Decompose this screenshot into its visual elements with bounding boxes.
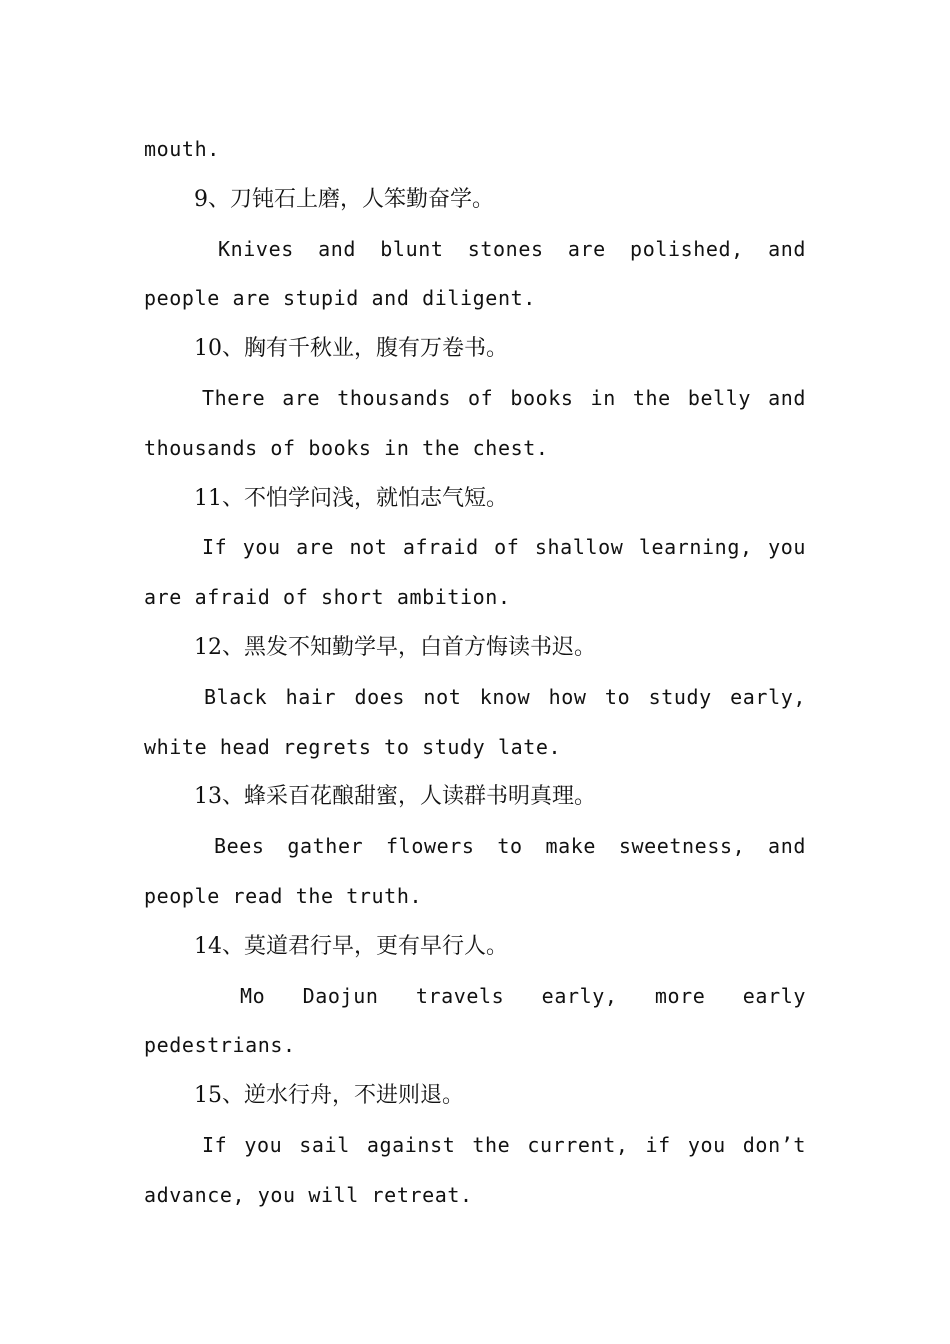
text-line-continuation: mouth. (144, 137, 220, 161)
proverb-english-12-line-2: white head regrets to study late. (144, 734, 562, 759)
proverb-chinese-12: 12、黑发不知勤学早，白首方悔读书迟。 (194, 634, 596, 660)
proverb-chinese-11: 11、不怕学问浅，就怕志气短。 (194, 485, 508, 511)
proverb-english-12-line-1: Black hair does not know how to study early, (204, 684, 806, 709)
proverb-english-11-line-2: are afraid of short ambition. (144, 585, 511, 610)
proverb-english-9-line-2: people are stupid and diligent. (144, 286, 536, 311)
proverb-english-10-line-1: There are thousands of books in the belly and (202, 385, 806, 410)
proverb-english-13-line-1: Bees gather flowers to make sweetness, and (214, 834, 806, 859)
document-body (144, 125, 806, 1221)
proverb-chinese-10: 10、胸有千秋业，腹有万卷书。 (194, 336, 508, 362)
proverb-english-13-line-2: people read the truth. (144, 883, 423, 908)
proverb-chinese-15: 15、逆水行舟，不进则退。 (194, 1083, 464, 1109)
proverb-chinese-9: 9、刀钝石上磨，人笨勤奋学。 (194, 186, 494, 212)
proverb-english-14-line-1: Mo Daojun travels early, more early (240, 983, 806, 1008)
proverb-chinese-13: 13、蜂采百花酿甜蜜，人读群书明真理。 (194, 784, 596, 810)
proverb-english-15-line-2: advance, you will retreat. (144, 1182, 473, 1207)
proverb-english-9-line-1: Knives and blunt stones are polished, and (218, 236, 806, 261)
proverb-english-15-line-1: If you sail against the current, if you don’t (202, 1132, 806, 1157)
proverb-english-10-line-2: thousands of books in the chest. (144, 435, 549, 460)
proverb-chinese-14: 14、莫道君行早，更有早行人。 (194, 933, 508, 959)
proverb-english-11-line-1: If you are not afraid of shallow learning, you (202, 535, 806, 560)
proverb-english-14-line-2: pedestrians. (144, 1033, 296, 1058)
